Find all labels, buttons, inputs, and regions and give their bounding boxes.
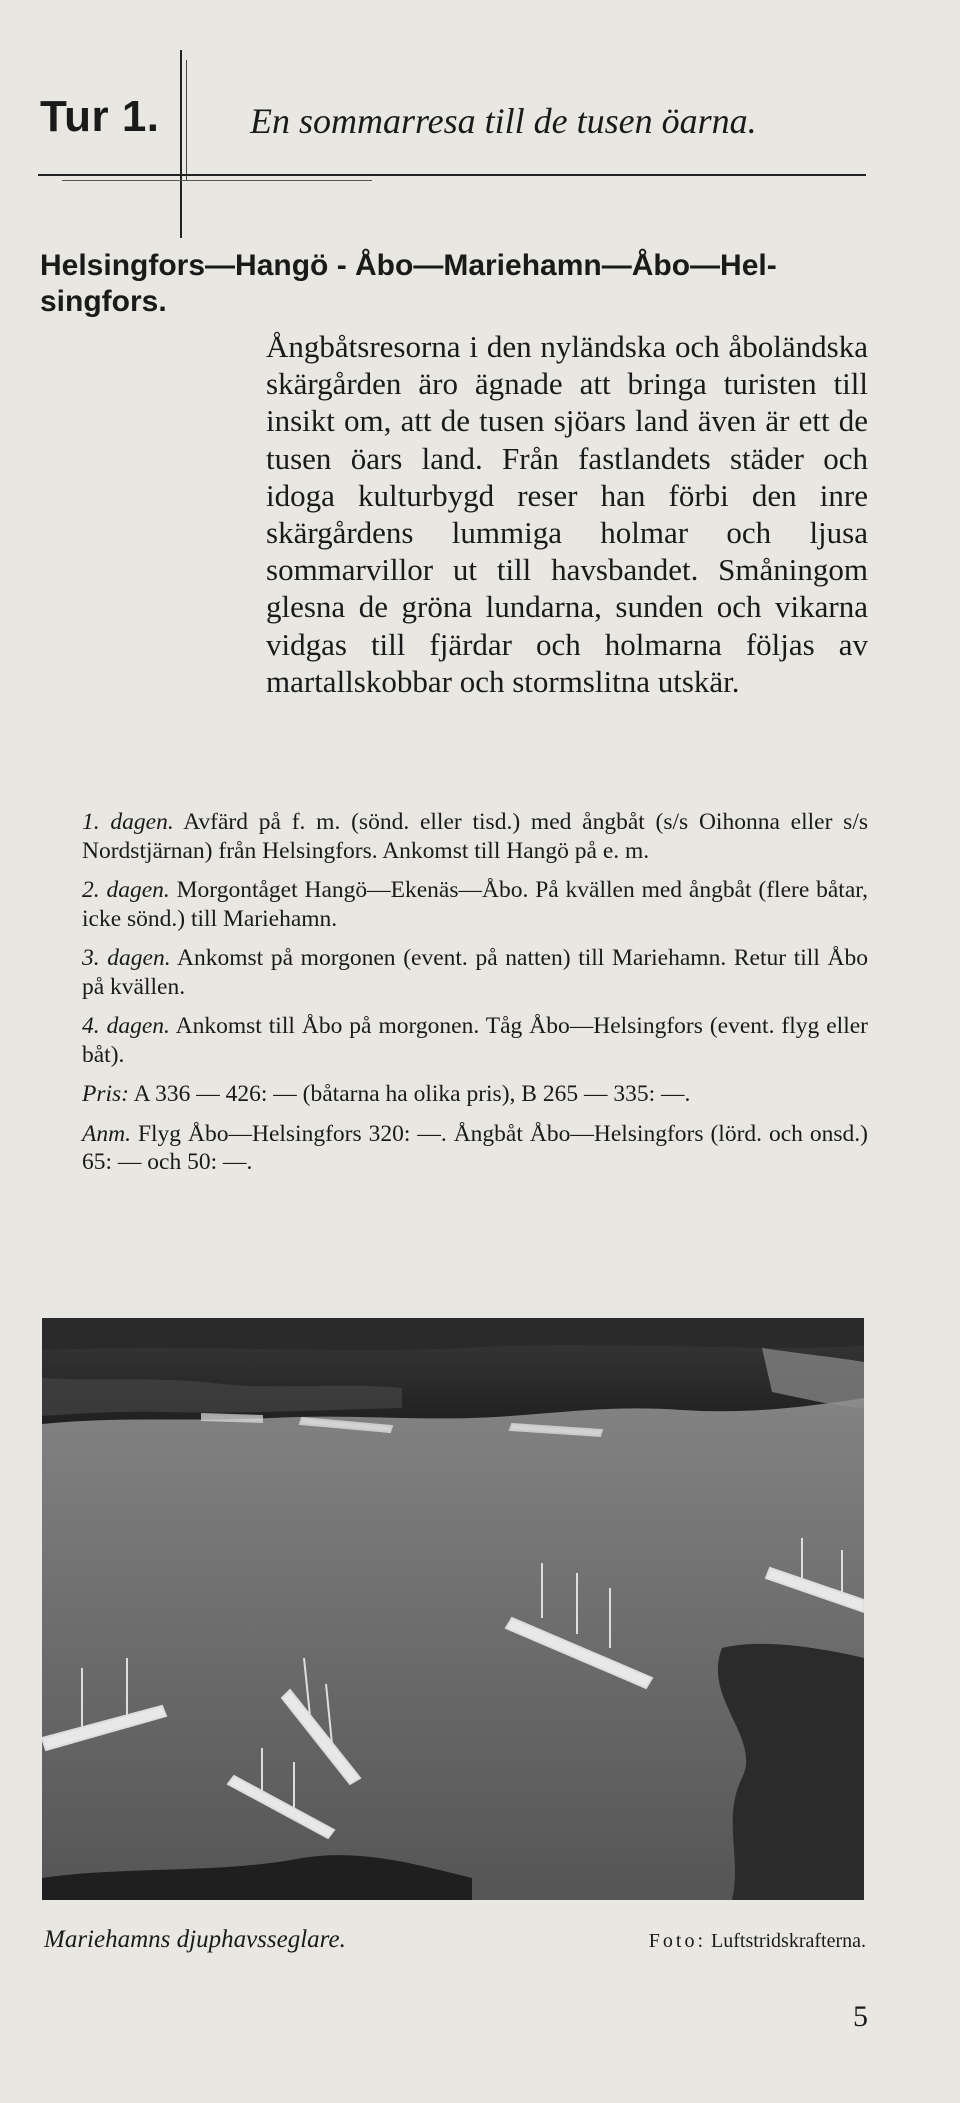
day-text: Morgontåget Hangö—Ekenäs—Åbo. På kvällen med ångbåt (flere båtar, icke sönd.) till Mariehamn.: [82, 877, 869, 932]
credit-label: Foto:: [648, 1930, 707, 1952]
photo-caption: Mariehamns djuphavsseglare.: [44, 1926, 346, 1953]
note-line: [82, 1120, 868, 1177]
day-text: Ankomst på morgonen (event. på natten) till Mariehamn. Retur till Åbo på kvällen.: [82, 945, 868, 1000]
itinerary-day-4: [82, 1012, 868, 1069]
itinerary-day-1: [82, 808, 868, 865]
harbor-photo-illustration: [42, 1318, 864, 1900]
day-label: 3. dagen.: [82, 945, 171, 971]
route-heading: Helsingfors—Hangö - Åbo—Mariehamn—Åbo—Helsingfors.: [40, 249, 777, 318]
header-vertical-rule-secondary: [186, 60, 187, 180]
header-horizontal-rule: [38, 174, 866, 176]
itinerary-day-2: [82, 876, 868, 933]
day-label: 4. dagen.: [82, 1013, 170, 1039]
day-label: 2. dagen.: [82, 877, 170, 903]
tour-subtitle: En sommarresa till de tusen öarna.: [250, 101, 757, 141]
price-text: A 336 — 426: — (båtarna ha olika pris), B 265 — 335: —.: [133, 1081, 691, 1107]
note-label: Anm.: [82, 1120, 131, 1147]
tour-label: Tur 1.: [40, 92, 160, 141]
credit-name: Luftstridskrafterna.: [711, 1930, 866, 1952]
day-label: 1. dagen.: [82, 809, 174, 835]
price-line: [82, 1080, 868, 1109]
note-text: Flyg Åbo—Helsingfors 320: —. Ångbåt Åbo—Helsingfors (lörd. och onsd.) 65: — och 50: —.: [82, 1120, 869, 1175]
day-text: Avfärd på f. m. (sönd. eller tisd.) med ångbåt (s/s Oihonna eller s/s Nordstjärnan) från Helsingfors. Ankomst till Hangö på e. m.: [82, 809, 868, 864]
header-vertical-rule: [180, 50, 182, 238]
itinerary-day-3: [82, 944, 868, 1001]
photo-credit: [580, 1930, 866, 1953]
intro-paragraph: Ångbåtsresorna i den nyländska och åboländska skärgården äro ägnade att bringa turisten till insikt om, att de tusen sjöars land även är ett de tusen öars land. Från fastlandets städer och idoga kulturbygd reser han förbi den inre skärgårdens lummiga holmar och ljusa sommarvillor ut till havsbandet. Småningom glesna de gröna lundarna, sunden och vikarna vidgas till fjärdar och holmarna följas av martallskobbar och stormslitna utskär.: [266, 329, 868, 699]
aerial-harbor-photo: [42, 1318, 864, 1900]
day-text: Ankomst till Åbo på morgonen. Tåg Åbo—Helsingfors (event. flyg eller båt).: [82, 1013, 868, 1068]
page-number: 5: [853, 2000, 868, 2033]
header-horizontal-rule-secondary: [62, 180, 372, 181]
itinerary: [82, 808, 868, 1188]
price-label: Pris:: [82, 1081, 129, 1107]
